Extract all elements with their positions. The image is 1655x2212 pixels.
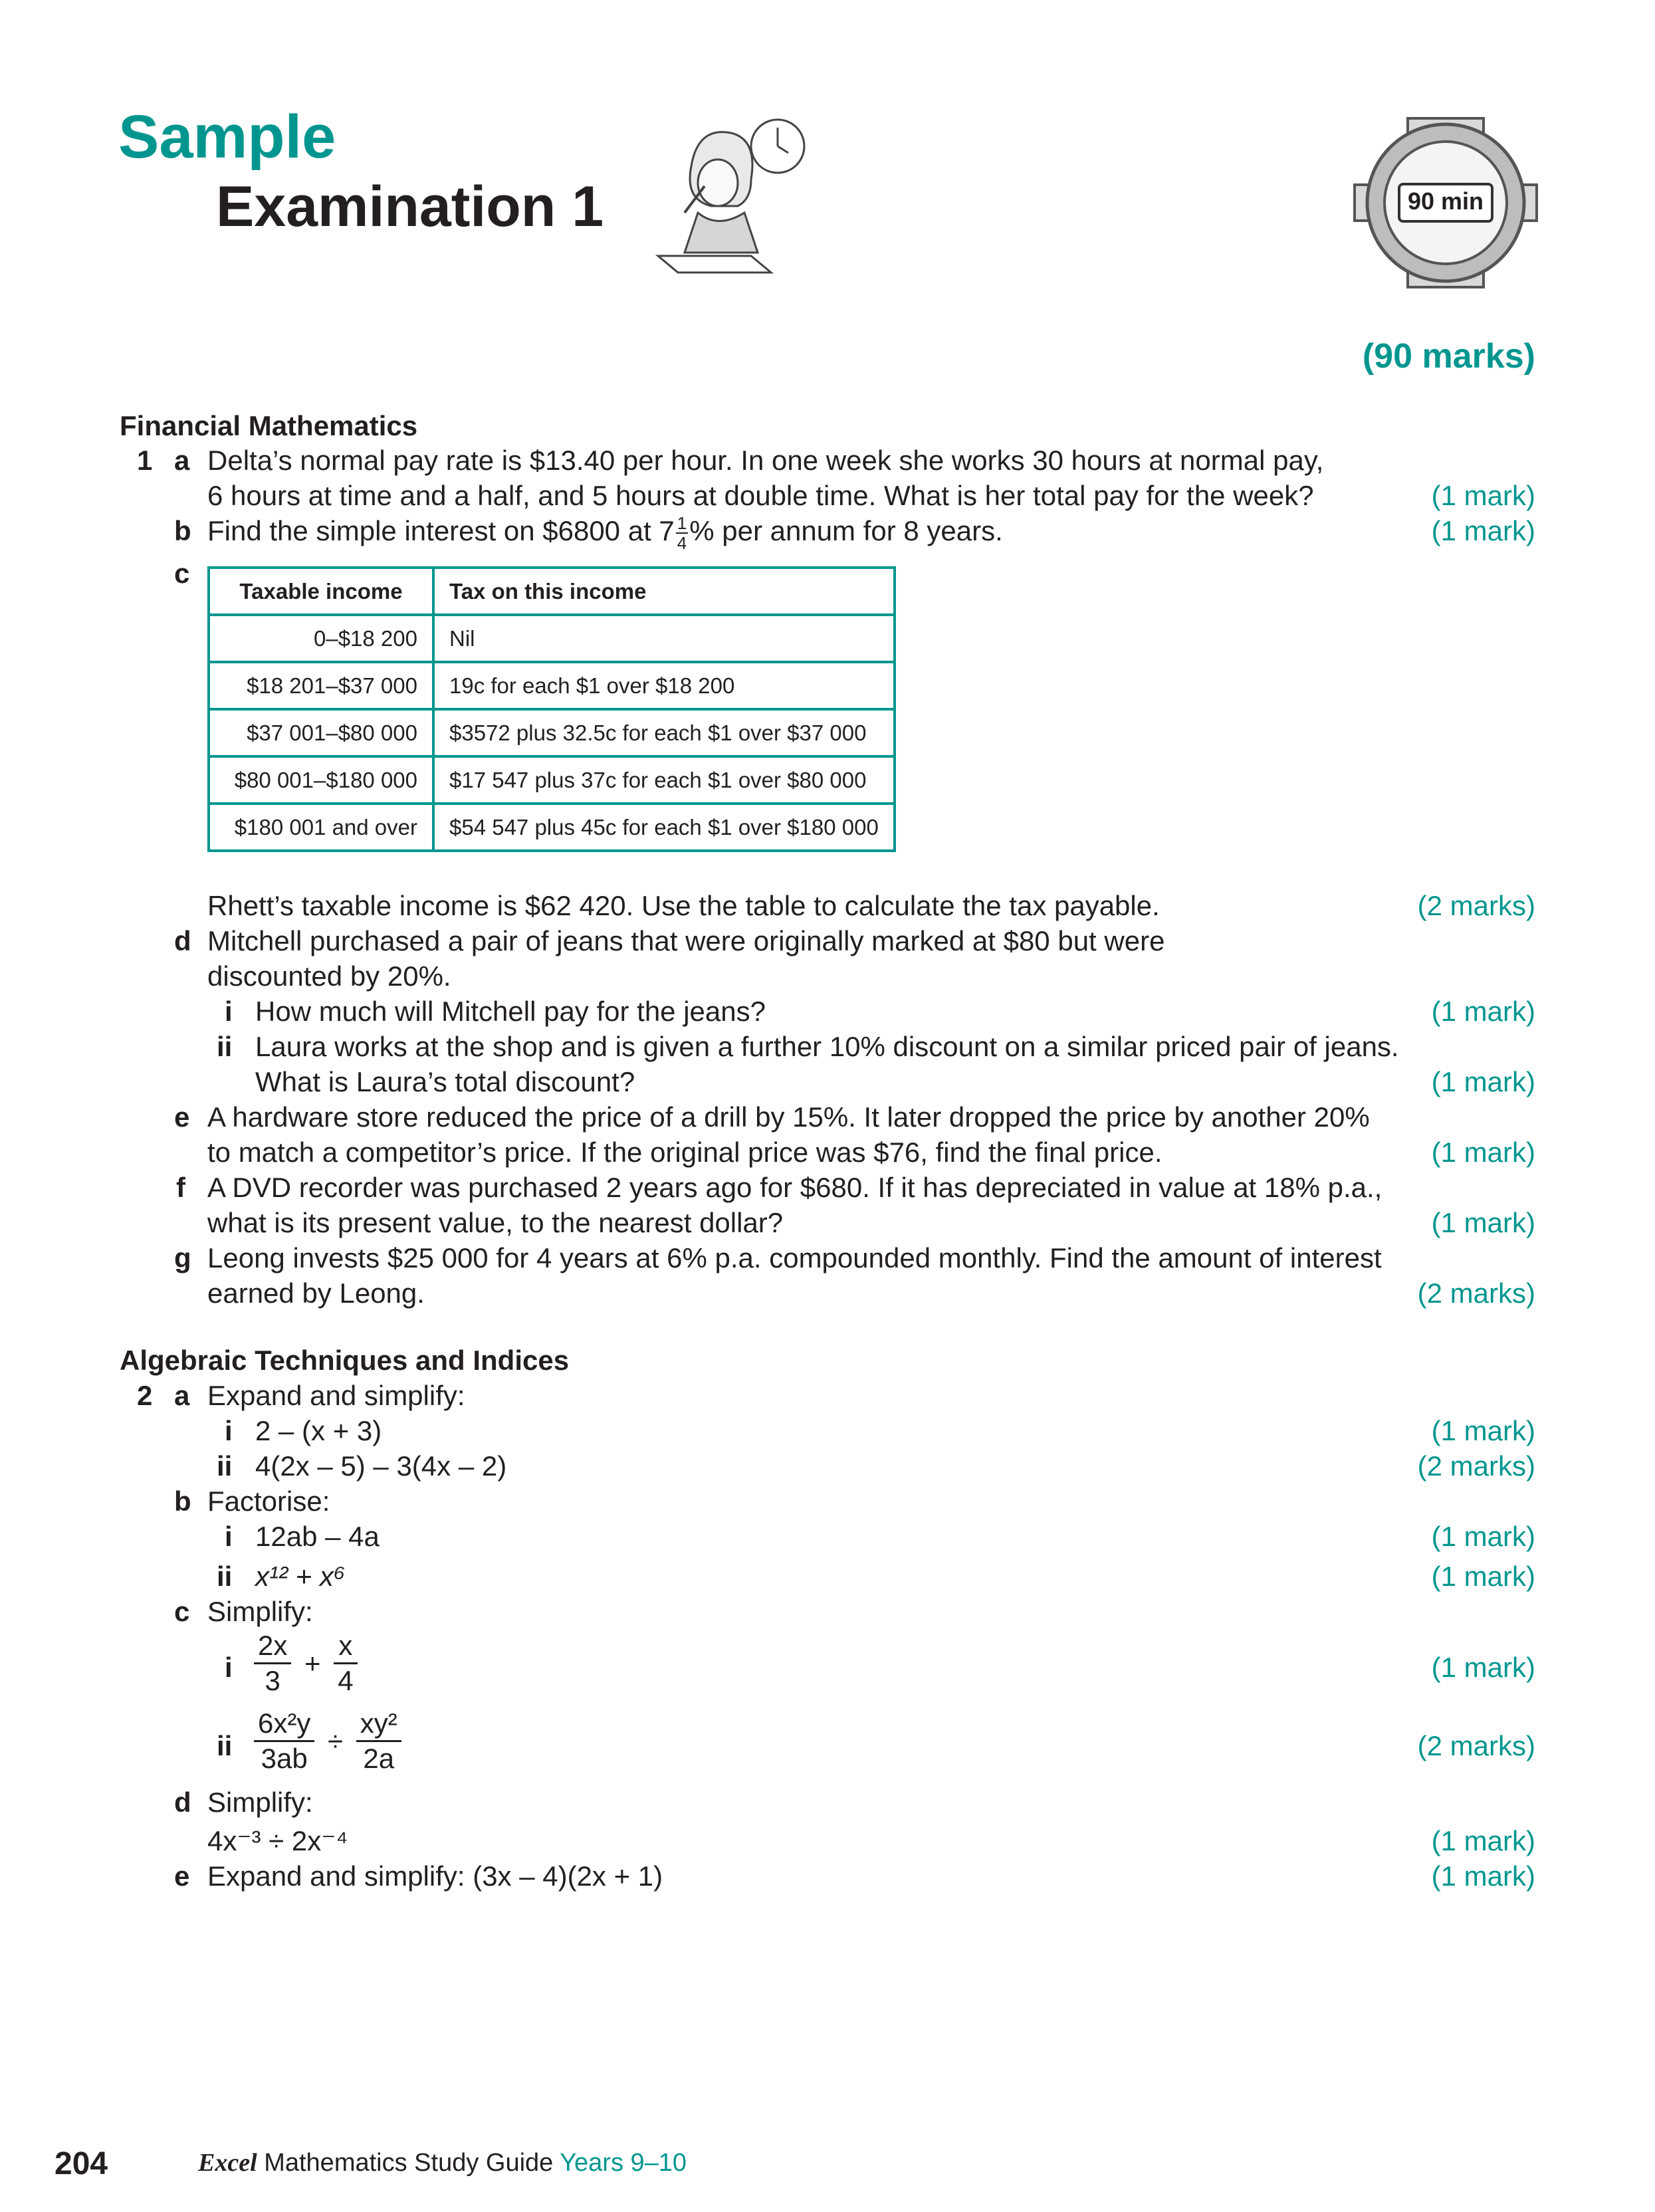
- table-cell: Nil: [433, 615, 895, 662]
- part-label: b: [174, 1486, 191, 1517]
- fraction: [676, 514, 688, 552]
- marks-label: (1 mark): [1431, 1415, 1535, 1446]
- fraction-numerator: xy²: [356, 1710, 401, 1742]
- footer-book-title: Mathematics Study Guide: [264, 2149, 554, 2177]
- fraction-denominator: 2a: [363, 1743, 395, 1774]
- table-header: Taxable income: [209, 568, 433, 615]
- marks-label: (1 mark): [1431, 996, 1535, 1027]
- part-label: e: [174, 1101, 190, 1133]
- fraction-numerator: 2x: [254, 1632, 291, 1664]
- expression: x¹² + x⁶: [255, 1561, 346, 1592]
- fraction-numerator: x: [334, 1632, 357, 1664]
- expression: 4x⁻³ ÷ 2x⁻⁴: [207, 1825, 348, 1856]
- fraction-numerator: 1: [677, 512, 687, 533]
- subpart-label: i: [225, 1652, 233, 1683]
- footer-title: [198, 2148, 687, 2177]
- part-label: f: [176, 1172, 185, 1203]
- marks-label: (1 mark): [1431, 515, 1535, 546]
- table-header: Tax on this income: [433, 568, 895, 615]
- operator: ÷: [328, 1725, 344, 1757]
- question-text: How much will Mitchell pay for the jeans?: [255, 996, 766, 1027]
- question-text: Leong invests $25 000 for 4 years at 6% p.a. compounded monthly. Find the amount of interest: [207, 1242, 1382, 1273]
- student-thinking-illustration: [651, 113, 811, 279]
- tax-table: [207, 566, 896, 852]
- marks-label: (1 mark): [1431, 1137, 1535, 1168]
- part-label: c: [174, 1596, 190, 1627]
- fraction-expression: [254, 1710, 401, 1773]
- question-text: A hardware store reduced the price of a drill by 15%. It later dropped the price by another 20%: [207, 1101, 1370, 1133]
- marks-label: (1 mark): [1431, 1652, 1535, 1683]
- marks-label: (1 mark): [1431, 1207, 1535, 1238]
- marks-label: (1 mark): [1431, 1066, 1535, 1097]
- table-cell: $3572 plus 32.5c for each $1 over $37 000: [433, 709, 895, 756]
- subpart-label: ii: [217, 1730, 233, 1761]
- table-cell: $37 001–$80 000: [209, 709, 433, 756]
- marks-label: (2 marks): [1417, 1277, 1535, 1309]
- subpart-label: i: [225, 1415, 233, 1446]
- question-text: A DVD recorder was purchased 2 years ago for $680. If it has depreciated in value at 18% p.a.,: [207, 1172, 1382, 1203]
- subpart-label: ii: [217, 1561, 233, 1592]
- stopwatch-label: 90 min: [1407, 187, 1484, 215]
- question-text: Mitchell purchased a pair of jeans that were originally marked at $80 but were: [207, 925, 1165, 956]
- question-text: what is its present value, to the nearest dollar?: [207, 1207, 784, 1238]
- part-label: d: [174, 925, 191, 956]
- table-row: [209, 709, 895, 756]
- fraction-denominator: 3: [265, 1665, 280, 1696]
- question-text-start: Find the simple interest on $6800 at 7: [207, 515, 675, 546]
- fraction: [356, 1710, 401, 1773]
- table-cell: $80 001–$180 000: [209, 756, 433, 804]
- question-text: to match a competitor’s price. If the original price was $76, find the final price.: [207, 1137, 1162, 1168]
- question-text: Rhett’s taxable income is $62 420. Use the table to calculate the tax payable.: [207, 890, 1160, 921]
- question-text: What is Laura’s total discount?: [255, 1066, 635, 1097]
- title-examination: Examination 1: [216, 175, 604, 239]
- fraction-denominator: 4: [677, 532, 687, 553]
- table-cell: $18 201–$37 000: [209, 662, 433, 709]
- table-cell: 19c for each $1 over $18 200: [433, 662, 895, 709]
- subpart-label: ii: [217, 1031, 233, 1062]
- fraction: [334, 1632, 357, 1695]
- question-text: Factorise:: [207, 1486, 330, 1517]
- expression: 4(2x – 5) – 3(4x – 2): [255, 1450, 507, 1482]
- question-text: Expand and simplify:: [207, 1380, 465, 1411]
- page-number: 204: [55, 2146, 108, 2181]
- question-text: [207, 513, 1003, 552]
- question-number: 2: [137, 1380, 153, 1411]
- fraction-expression: [254, 1632, 358, 1695]
- section-heading-financial: Financial Mathematics: [120, 410, 418, 441]
- stopwatch-icon: [1349, 113, 1542, 292]
- fraction-denominator: 3ab: [261, 1743, 308, 1774]
- table-cell: $54 547 plus 45c for each $1 over $180 000: [433, 804, 895, 851]
- question-text: Simplify:: [207, 1596, 313, 1627]
- fraction: [254, 1710, 314, 1773]
- marks-label: (1 mark): [1431, 1521, 1535, 1552]
- subpart-label: ii: [217, 1450, 233, 1482]
- table-header-row: [209, 568, 895, 615]
- marks-label: (1 mark): [1431, 1860, 1535, 1892]
- part-label: g: [174, 1242, 191, 1273]
- table-row: [209, 804, 895, 851]
- subpart-label: i: [225, 1521, 233, 1552]
- subpart-label: i: [225, 996, 233, 1027]
- footer-years: Years 9–10: [560, 2149, 687, 2177]
- marks-label: (1 mark): [1431, 480, 1535, 511]
- table-cell: $17 547 plus 37c for each $1 over $80 000: [433, 756, 895, 804]
- fraction-numerator: 6x²y: [254, 1710, 314, 1742]
- expression: 2 – (x + 3): [255, 1415, 382, 1446]
- question-text: Simplify:: [207, 1787, 313, 1818]
- question-text-end: % per annum for 8 years.: [689, 515, 1003, 546]
- table-row: [209, 662, 895, 709]
- table-cell: $180 001 and over: [209, 804, 433, 851]
- question-text: 6 hours at time and a half, and 5 hours at double time. What is her total pay for the week?: [207, 480, 1314, 511]
- part-label: e: [174, 1860, 190, 1892]
- question-text: Laura works at the shop and is given a further 10% discount on a similar priced pair of jeans.: [255, 1031, 1399, 1062]
- footer-brand: Excel: [198, 2149, 257, 2177]
- marks-label: (2 marks): [1417, 1450, 1535, 1482]
- question-text: discounted by 20%.: [207, 960, 451, 992]
- expression: 12ab – 4a: [255, 1521, 380, 1552]
- part-label: c: [174, 558, 190, 589]
- table-row: [209, 756, 895, 804]
- fraction: [254, 1632, 291, 1695]
- question-number: 1: [137, 445, 153, 476]
- total-marks: (90 marks): [1362, 337, 1535, 376]
- question-text: Expand and simplify: (3x – 4)(2x + 1): [207, 1860, 663, 1892]
- marks-label: (2 marks): [1417, 890, 1535, 921]
- section-heading-algebra: Algebraic Techniques and Indices: [120, 1345, 570, 1376]
- part-label: b: [174, 515, 191, 546]
- part-label: a: [174, 1380, 190, 1411]
- question-text: Delta’s normal pay rate is $13.40 per hour. In one week she works 30 hours at normal pay,: [207, 445, 1324, 476]
- table-row: [209, 615, 895, 662]
- table-cell: 0–$18 200: [209, 615, 433, 662]
- fraction-denominator: 4: [338, 1665, 354, 1696]
- part-label: a: [174, 445, 190, 476]
- marks-label: (1 mark): [1431, 1561, 1535, 1592]
- question-text: earned by Leong.: [207, 1277, 425, 1309]
- title-sample: Sample: [118, 103, 336, 171]
- part-label: d: [174, 1787, 191, 1818]
- operator: +: [304, 1647, 321, 1679]
- marks-label: (2 marks): [1417, 1730, 1535, 1761]
- marks-label: (1 mark): [1431, 1825, 1535, 1856]
